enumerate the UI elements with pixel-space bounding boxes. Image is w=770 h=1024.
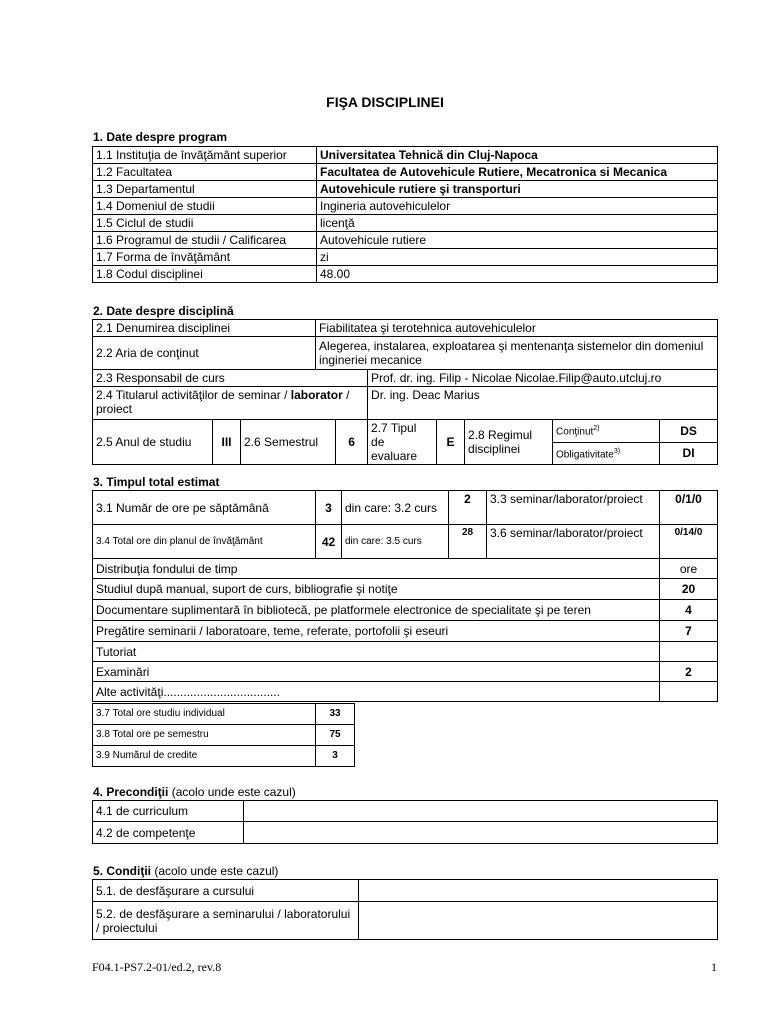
semester-label: 2.6 Semestrul [241, 420, 336, 465]
row-label: 1.5 Ciclul de studii [93, 215, 317, 232]
obligation-label: Obligativitate$^{3)}$ [553, 442, 660, 465]
total-plan-hours-value: 42 [316, 525, 342, 559]
document-title: FIŞA DISCIPLINEI [326, 94, 444, 110]
table-row [93, 164, 718, 181]
row-value: Universitatea Tehnică din Cluj-Napoca [317, 147, 718, 164]
total-plan-hours-label: 3.4 Total ore din planul de învăţământ [93, 525, 316, 559]
distribution-item-label: Documentare suplimentară în bibliotecă, pe platformele electronice de specialitate şi pe teren [93, 600, 660, 621]
table-row [93, 320, 718, 337]
table-row [93, 642, 718, 662]
row-label: 1.7 Forma de învăţământ [93, 249, 317, 266]
condition-value [359, 880, 718, 902]
course-responsible-value: Prof. dr. ing. Filip - Nicolae Nicolae.Filip@auto.utcluj.ro [368, 370, 718, 387]
row-label: 1.4 Domeniul de studii [93, 198, 317, 215]
table-row [93, 579, 718, 600]
evaluation-value: E [437, 420, 465, 465]
table-row [93, 249, 718, 266]
row-label: 1.3 Departamentul [93, 181, 317, 198]
total-seminar-value: 0/14/0 [660, 525, 718, 559]
section-4-heading: 4. Precondiţii (acolo unde este cazul) [93, 785, 296, 799]
total-value: 75 [316, 725, 355, 746]
conditions-table [92, 879, 718, 940]
section-1-heading: 1. Date despre program [93, 130, 228, 144]
total-label: 3.7 Total ore studiu individual [93, 704, 316, 725]
distribution-label: Distribuţia fondului de timp [93, 559, 660, 579]
section-3-heading: 3. Timpul total estimat [93, 475, 220, 489]
precondition-value [244, 801, 718, 822]
year-label: 2.5 Anul de studiu [93, 420, 213, 465]
row-value: Ingineria autovehiculelor [317, 198, 718, 215]
total-value: 33 [316, 704, 355, 725]
activity-holder-value: Dr. ing. Deac Marius [368, 387, 718, 420]
table-row [93, 370, 718, 387]
table-row [93, 387, 718, 420]
row-value: Autovehicule rutiere [317, 232, 718, 249]
preconditions-table [92, 800, 718, 844]
table-row [93, 198, 718, 215]
table-row [93, 662, 718, 682]
weekly-hours-label: 3.1 Număr de ore pe săptămână [93, 491, 316, 525]
row-label: 1.2 Facultatea [93, 164, 317, 181]
year-value: III [213, 420, 241, 465]
course-responsible-label: 2.3 Responsabil de curs [93, 370, 368, 387]
table-row [93, 147, 718, 164]
section-2-heading: 2. Date despre disciplină [93, 304, 234, 318]
precondition-value [244, 822, 718, 844]
total-label: 3.9 Numărul de credite [93, 746, 316, 767]
table-row [93, 232, 718, 249]
table-row [93, 525, 718, 559]
discipline-table [92, 319, 718, 465]
weekly-course-label: din care: 3.2 curs [342, 491, 449, 525]
content-type-label: Conţinut$^{2)}$ [553, 420, 660, 443]
table-row [93, 822, 718, 844]
total-label: 3.8 Total ore pe semestru [93, 725, 316, 746]
table-row [93, 801, 718, 822]
table-row [93, 266, 718, 283]
total-course-label: din care: 3.5 curs [342, 525, 449, 559]
semester-value: 6 [336, 420, 368, 465]
table-row [93, 704, 355, 725]
weekly-hours-value: 3 [316, 491, 342, 525]
form-code: F04.1-PS7.2-01/ed.2, rev.8 [92, 960, 222, 974]
row-label: 1.8 Codul disciplinei [93, 266, 317, 283]
table-row [93, 600, 718, 621]
row-label: 1.1 Instituţia de învăţământ superior [93, 147, 317, 164]
activity-holder-label: 2.4 Titularul activităţilor de seminar / laborator / proiect [93, 387, 368, 420]
distribution-item-value: 2 [660, 662, 718, 682]
distribution-item-label: Alte activităţi................................... [93, 682, 660, 702]
evaluation-label: 2.7 Tipul de evaluare [368, 420, 437, 465]
row-label: 1.6 Programul de studii / Calificarea [93, 232, 317, 249]
distribution-item-value [660, 642, 718, 662]
total-course-value: 28 [449, 525, 487, 559]
table-row [93, 746, 355, 767]
row-value: zi [317, 249, 718, 266]
program-table [92, 146, 718, 283]
table-row [93, 725, 355, 746]
distribution-item-label: Examinări [93, 662, 660, 682]
distribution-item-value [660, 682, 718, 702]
table-row [93, 559, 718, 579]
distribution-unit: ore [660, 559, 718, 579]
page-footer [92, 960, 717, 975]
weekly-seminar-label: 3.3 seminar/laborator/proiect [487, 491, 660, 525]
precondition-label: 4.2 de competenţe [93, 822, 244, 844]
discipline-name-label: 2.1 Denumirea disciplinei [93, 320, 316, 337]
page-number: 1 [711, 960, 717, 974]
condition-label: 5.1. de desfăşurare a cursului [93, 880, 359, 902]
weekly-course-value: 2 [449, 491, 487, 525]
table-row [93, 215, 718, 232]
distribution-item-label: Tutoriat [93, 642, 660, 662]
condition-label: 5.2. de desfăşurare a seminarului / laboratorului / proiectului [93, 902, 359, 940]
table-row [93, 682, 718, 702]
distribution-item-label: Pregătire seminarii / laboratoare, teme, referate, portofolii şi eseuri [93, 621, 660, 642]
precondition-label: 4.1 de curriculum [93, 801, 244, 822]
total-seminar-label: 3.6 seminar/laborator/proiect [487, 525, 660, 559]
table-row [93, 420, 718, 443]
discipline-name-value: Fiabilitatea şi terotehnica autovehiculelor [316, 320, 718, 337]
totals-table [92, 703, 355, 767]
distribution-item-value: 4 [660, 600, 718, 621]
content-area-value: Alegerea, instalarea, exploatarea şi mentenanţa sistemelor din domeniul ingineriei mecanice [316, 337, 718, 370]
section-5-heading: 5. Condiţii (acolo unde este cazul) [93, 864, 279, 878]
weekly-seminar-value: 0/1/0 [660, 491, 718, 525]
table-row [93, 880, 718, 902]
row-value: Facultatea de Autovehicule Rutiere, Mecatronica si Mecanica [317, 164, 718, 181]
condition-value [359, 902, 718, 940]
table-row [93, 337, 718, 370]
table-row [93, 181, 718, 198]
distribution-item-value: 20 [660, 579, 718, 600]
distribution-item-value: 7 [660, 621, 718, 642]
table-row [93, 902, 718, 940]
total-value: 3 [316, 746, 355, 767]
time-table [92, 490, 718, 702]
obligation-value: DI [660, 442, 718, 465]
regime-label: 2.8 Regimul disciplinei [465, 420, 553, 465]
table-row [93, 491, 718, 525]
table-row [93, 621, 718, 642]
row-value: 48.00 [317, 266, 718, 283]
row-value: licenţă [317, 215, 718, 232]
distribution-item-label: Studiul după manual, suport de curs, bibliografie şi notiţe [93, 579, 660, 600]
content-area-label: 2.2 Aria de conţinut [93, 337, 316, 370]
content-type-value: DS [660, 420, 718, 443]
row-value: Autovehicule rutiere şi transporturi [317, 181, 718, 198]
